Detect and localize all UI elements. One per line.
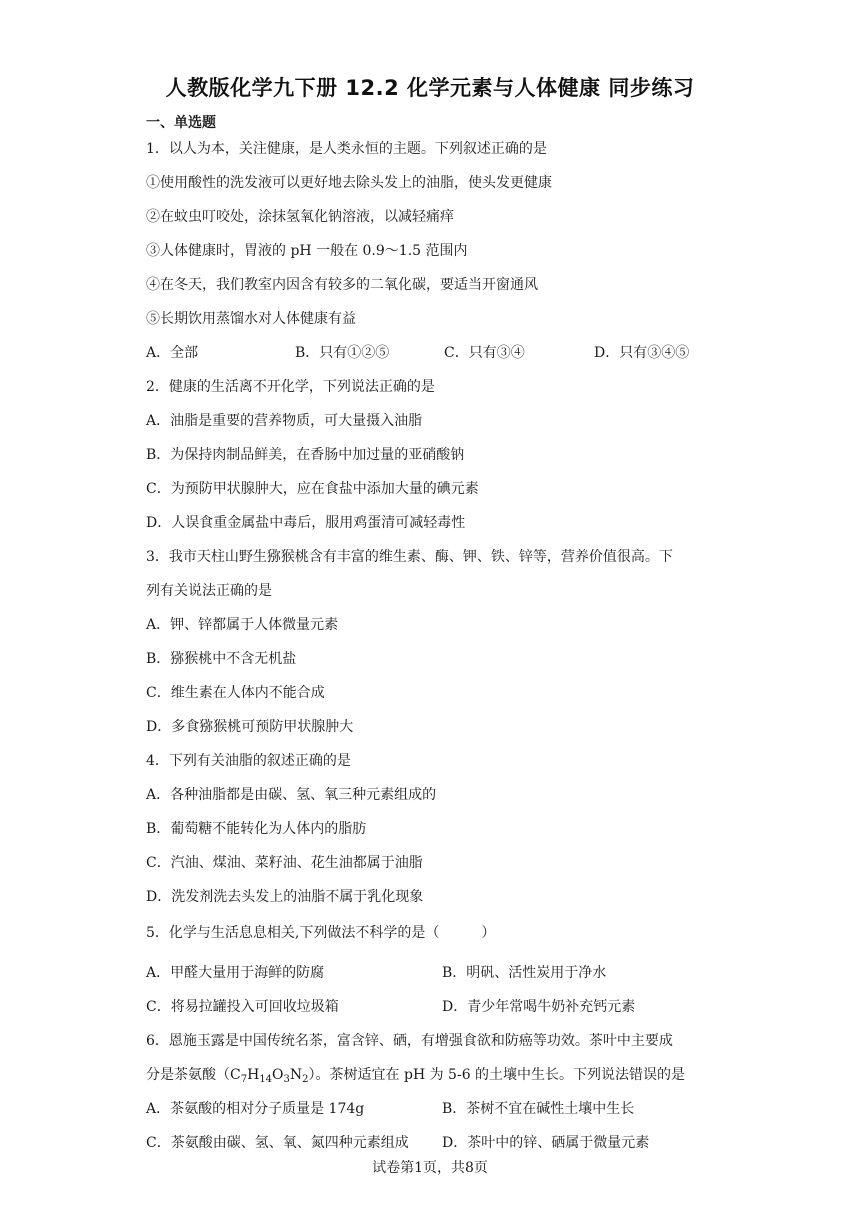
- q1-statement-3: ③人体健康时，胃液的 pH 一般在 0.9～1.5 范围内: [146, 243, 468, 259]
- q5-option-d: D．青少年常喝牛奶补充钙元素: [442, 999, 636, 1015]
- q1-statement-1: ①使用酸性的洗发液可以更好地去除头发上的油脂，使头发更健康: [146, 175, 552, 191]
- q6-option-c: C．茶氨酸由碳、氢、氧、氮四种元素组成: [146, 1135, 409, 1151]
- q3-option-c: C．维生素在人体内不能合成: [146, 685, 325, 701]
- q1-option-a: A．全部: [146, 345, 199, 361]
- page-title: 人教版化学九下册 12.2 化学元素与人体健康 同步练习: [165, 76, 695, 100]
- q5-option-a: A．甲醛大量用于海鲜的防腐: [146, 965, 325, 981]
- q1-statement-5: ⑤长期饮用蒸馏水对人体健康有益: [146, 311, 356, 327]
- q1-stem: 1．以人为本，关注健康，是人类永恒的主题。下列叙述正确的是: [146, 141, 547, 157]
- q2-option-b: B．为保持肉制品鲜美，在香肠中加过量的亚硝酸钠: [146, 447, 465, 463]
- q6-option-d: D．茶叶中的锌、硒属于微量元素: [442, 1135, 650, 1151]
- q3-option-b: B．猕猴桃中不含无机盐: [146, 651, 297, 667]
- q3-option-a: A．钾、锌都属于人体微量元素: [146, 617, 339, 633]
- q6-stem-line-1: 6．恩施玉露是中国传统名茶，富含锌、硒，有增强食欲和防癌等功效。茶叶中主要成: [146, 1033, 673, 1049]
- q3-option-d: D．多食猕猴桃可预防甲状腺肿大: [146, 719, 354, 735]
- q1-option-b: B．只有①②⑤: [295, 345, 390, 361]
- q1-option-c: C．只有③④: [444, 345, 525, 361]
- q1-statement-2: ②在蚊虫叮咬处，涂抹氢氧化钠溶液，以减轻痛痒: [146, 209, 454, 225]
- q5-option-b: B．明矾、活性炭用于净水: [442, 965, 607, 981]
- q4-stem: 4．下列有关油脂的叙述正确的是: [146, 753, 351, 769]
- q5-option-c: C．将易拉罐投入可回收垃圾箱: [146, 999, 339, 1015]
- q4-option-a: A．各种油脂都是由碳、氢、氧三种元素组成的: [146, 787, 437, 803]
- q3-stem-line-2: 列有关说法正确的是: [146, 583, 272, 599]
- q2-option-a: A．油脂是重要的营养物质，可大量摄入油脂: [146, 413, 423, 429]
- q1-option-d: D．只有③④⑤: [594, 345, 690, 361]
- q4-option-b: B．葡萄糖不能转化为人体内的脂肪: [146, 821, 367, 837]
- q5-stem: 5．化学与生活息息相关,下列做法不科学的是（ ）: [146, 925, 496, 941]
- q4-option-d: D．洗发剂洗去头发上的油脂不属于乳化现象: [146, 889, 424, 905]
- q1-statement-4: ④在冬天，我们教室内因含有较多的二氧化碳，要适当开窗通风: [146, 277, 538, 293]
- section-heading: 一、单选题: [146, 115, 216, 131]
- page-footer: 试卷第1页，共8页: [372, 1160, 488, 1176]
- q2-option-d: D．人误食重金属盐中毒后，服用鸡蛋清可减轻毒性: [146, 515, 466, 531]
- q2-option-c: C．为预防甲状腺肿大，应在食盐中添加大量的碘元素: [146, 481, 479, 497]
- q6-option-b: B．茶树不宜在碱性土壤中生长: [442, 1101, 635, 1117]
- q2-stem: 2．健康的生活离不开化学，下列说法正确的是: [146, 379, 435, 395]
- q6-stem-line-2: 分是茶氨酸$(C_7H_{14}O_3N_2)$。茶树适宜在 pH 为 5-6 的土壤中生长。下列说法错误的是: [146, 1067, 686, 1085]
- q4-option-c: C．汽油、煤油、菜籽油、花生油都属于油脂: [146, 855, 423, 871]
- q6-option-a: A．茶氨酸的相对分子质量是 174g: [146, 1101, 365, 1117]
- q3-stem-line-1: 3．我市天柱山野生猕猴桃含有丰富的维生素、酶、钾、铁、锌等，营养价值很高。下: [146, 549, 673, 565]
